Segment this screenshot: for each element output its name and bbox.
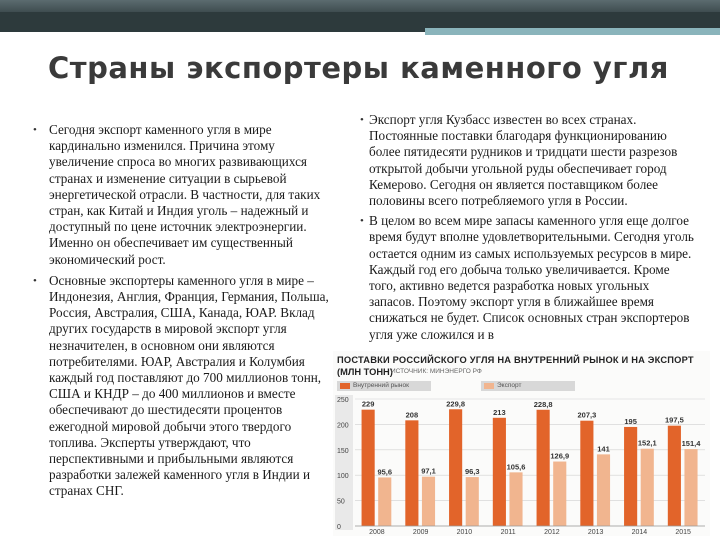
y-tick-label: 100 <box>337 473 349 481</box>
bar-export-2012 <box>553 462 566 526</box>
bar-export-2009 <box>422 477 435 526</box>
y-tick-label: 50 <box>337 498 345 506</box>
left-column <box>33 122 333 505</box>
right-bullet-1 <box>360 112 698 209</box>
bar-export-2015 <box>684 449 697 526</box>
left-bullet-1-text: Сегодня экспорт каменного угля в мире кардинально изменился. Причина этому увеличение спроса во многих развивающихся странах и изменение ситуации в сырьевой энергетической отрасли. В частности, для таких стран, как Китай и Индия уголь – надежный и доступный по цене источник электроэнергии. Именно он обеспечивает им существенный экономический рост. <box>49 122 321 267</box>
legend-export-label: Экспорт <box>497 382 522 389</box>
x-tick-label: 2012 <box>544 529 560 536</box>
bar-export-2010 <box>466 477 479 526</box>
y-tick-label: 250 <box>337 397 349 404</box>
y-axis-band <box>335 395 353 530</box>
data-label: 229,8 <box>446 399 466 409</box>
bar-domestic-2015 <box>668 426 681 526</box>
bullet-marker: • <box>33 274 37 287</box>
data-label: 208 <box>405 410 419 420</box>
slide-title: Страны экспортеры каменного угля <box>48 51 669 85</box>
top-decor-bar <box>0 0 720 12</box>
data-label: 96,3 <box>464 467 480 477</box>
right-bullet-2-text: В целом во всем мире запасы каменного угля еще долгое время будут вполне удовлетворительными. Сегодня уголь остается одним из самых используемых ресурсов в мире. Каждый год его добыча только увеличивается. Кроме того, активно ведется разработка новых угольных запасов. Поэтому экспорт угля в ближайшее время снижаться не будет. Список основных стран экспортеров угля уже сложился и в <box>369 213 694 342</box>
chart-plot <box>333 351 710 536</box>
data-label: 207,3 <box>577 410 597 420</box>
bar-domestic-2014 <box>624 427 637 526</box>
bullet-marker: • <box>33 124 37 136</box>
y-tick-label: 150 <box>337 447 349 455</box>
bar-export-2014 <box>641 449 654 526</box>
bullet-marker: • <box>360 114 364 126</box>
left-bullet-1 <box>33 122 333 268</box>
x-tick-label: 2009 <box>412 529 429 536</box>
bar-domestic-2013 <box>580 421 593 526</box>
bar-domestic-2009 <box>405 420 418 526</box>
accent-bar <box>425 28 720 35</box>
right-bullet-1-text: Экспорт угля Кузбасс известен во всех странах. Постоянные поставки благодаря функционированию более пятидесяти рудников и тридцати шести разрезов открытой добычи угольной руды обеспечивает город Кемерово. Сегодня он является поставщиком более половины всего потребляемого угля в России. <box>369 112 678 209</box>
data-label: 197,5 <box>664 415 684 425</box>
left-bullet-2-text: Основные экспортеры каменного угля в мире – Индонезия, Англия, Франция, Германия, Польша, Россия, Австралия, США, Канада, ЮАР. Вклад других государств в мировой экспорт угля незначителен, в основном они являются потребителями. ЮАР, Австралия и Колумбия каждый год поставляют до 700 миллионов тонн, США и КНДР – до 400 миллионов и вместе обеспечивают до шестидесяти процентов ежегодной мировой добычи этого твердого топлива. Эксперты утверждают, что перспективными и прибыльными являются разработки залежей каменного угля в Индии и странах СНГ. <box>49 272 329 499</box>
bar-export-2013 <box>597 454 610 526</box>
data-label: 152,1 <box>637 438 657 448</box>
bar-export-2008 <box>378 477 391 526</box>
x-tick-label: 2013 <box>587 529 604 536</box>
data-label: 105,6 <box>506 462 526 472</box>
data-label: 151,4 <box>681 439 701 449</box>
bar-export-2011 <box>509 472 522 526</box>
right-column <box>360 112 698 347</box>
bar-domestic-2008 <box>362 410 375 526</box>
x-tick-label: 2008 <box>369 529 385 536</box>
legend-domestic-label: Внутренний рынок <box>353 382 409 389</box>
data-label: 213 <box>493 407 506 417</box>
data-label: 229 <box>361 399 375 409</box>
data-label: 97,1 <box>421 466 436 476</box>
chart-title-units: (МЛН ТОНН) <box>337 367 393 377</box>
bar-domestic-2010 <box>449 409 462 526</box>
data-label: 195 <box>624 416 637 426</box>
coal-supply-chart <box>333 351 710 536</box>
x-tick-label: 2011 <box>500 529 516 536</box>
data-label: 141 <box>597 444 610 454</box>
y-tick-label: 0 <box>337 524 341 531</box>
bar-domestic-2012 <box>537 410 550 526</box>
data-label: 126,9 <box>550 451 570 461</box>
x-tick-label: 2010 <box>456 529 473 536</box>
right-bullet-2 <box>360 213 698 343</box>
data-label: 228,8 <box>533 399 553 409</box>
data-label: 95,6 <box>377 467 393 477</box>
chart-title: ПОСТАВКИ РОССИЙСКОГО УГЛЯ НА ВНУТРЕННИЙ РЫНОК И НА ЭКСПОРТ <box>337 355 694 365</box>
left-bullet-2 <box>33 273 333 500</box>
bar-domestic-2011 <box>493 418 506 526</box>
chart-source: ИСТОЧНИК: МИНЭНЕРГО РФ <box>391 368 482 375</box>
x-tick-label: 2014 <box>631 529 648 536</box>
bullet-marker: • <box>360 215 364 228</box>
y-tick-label: 200 <box>337 422 349 430</box>
x-tick-label: 2015 <box>675 529 691 536</box>
